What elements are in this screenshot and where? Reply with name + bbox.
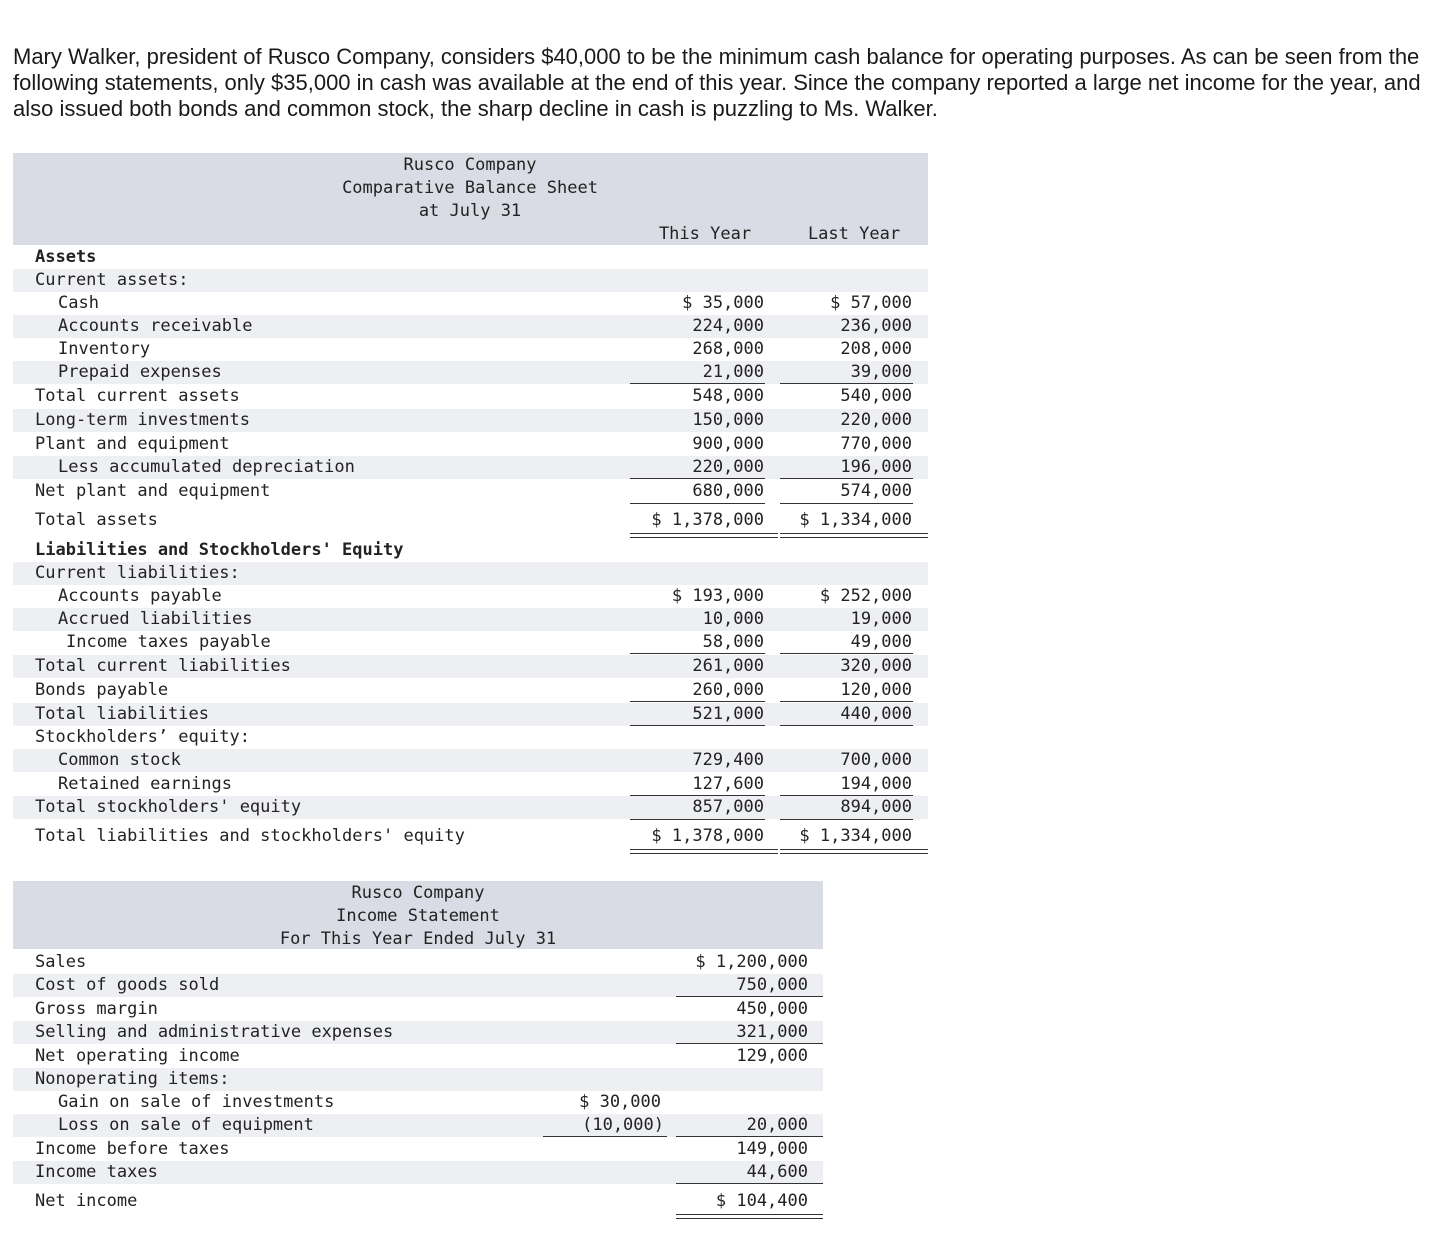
is-row-sales: Sales $ 1,200,000 (35, 952, 808, 972)
is-period: For This Year Ended July 31 (279, 929, 557, 949)
bs-row-current-liabilities: Current liabilities: (13, 562, 928, 585)
bs-company: Rusco Company (403, 155, 537, 175)
bs-last-value: 574,000 (840, 481, 912, 501)
bs-last-value: 194,000 (840, 774, 912, 794)
bs-this-value: 857,000 (692, 797, 764, 817)
bs-row-total-current-liabilities: Total current liabilities 261,000 320,000 (13, 655, 928, 678)
is-amount: 750,000 (736, 975, 808, 995)
bs-row-stockholders-equity: Stockholders’ equity: (35, 727, 250, 747)
bs-last-value: 196,000 (840, 457, 912, 477)
is-title: Income Statement (336, 906, 500, 926)
underline (780, 478, 913, 479)
bs-row-total-current-assets: Total current assets 548,000 540,000 (35, 386, 912, 406)
bs-row-accounts-payable: Accounts payable $ 193,000 $ 252,000 (58, 586, 912, 606)
bs-this-value: $ 35,000 (682, 293, 764, 313)
bs-row-plant-and-equipment: Plant and equipment 900,000 770,000 (35, 434, 912, 454)
bs-this-value: 127,600 (692, 774, 764, 794)
bs-col-this-year: This Year (658, 224, 752, 244)
bs-row-prepaid-expenses: Prepaid expenses 21,000 39,000 (13, 361, 928, 384)
underline (676, 1183, 823, 1184)
bs-this-value: 521,000 (692, 704, 764, 724)
bs-last-value: 236,000 (840, 316, 912, 336)
bs-last-value: $ 1,334,000 (799, 510, 912, 530)
bs-row-total-liabilities: Total liabilities 521,000 440,000 (13, 703, 928, 726)
is-row-net-operating-income: Net operating income 129,000 (35, 1046, 808, 1066)
is-amount: 20,000 (746, 1115, 808, 1135)
bs-row-cash: Cash $ 35,000 $ 57,000 (58, 293, 912, 313)
bs-row-total-stockholders-equity: Total stockholders' equity 857,000 894,000 (13, 796, 928, 819)
bs-last-value: 49,000 (850, 632, 912, 652)
underline (780, 653, 913, 654)
bs-last-value: 440,000 (840, 704, 912, 724)
bs-this-value: 150,000 (692, 410, 764, 430)
bs-row-accrued-liabilities: Accrued liabilities 10,000 19,000 (13, 608, 928, 631)
bs-title: Comparative Balance Sheet (342, 178, 598, 198)
underline (780, 383, 913, 384)
bs-last-value: 320,000 (840, 656, 912, 676)
is-row-cogs: Cost of goods sold 750,000 (13, 974, 823, 997)
bs-this-value: 268,000 (692, 339, 764, 359)
bs-last-value: 39,000 (850, 362, 912, 382)
bs-last-value: 208,000 (840, 339, 912, 359)
bs-row-bonds-payable: Bonds payable 260,000 120,000 (35, 680, 912, 700)
bs-last-value: $ 252,000 (819, 586, 912, 606)
is-inner-amount: $ 30,000 (579, 1092, 661, 1112)
is-row-loss-equipment: Loss on sale of equipment (10,000) 20,000 (13, 1114, 823, 1137)
is-amount: 149,000 (736, 1139, 808, 1159)
bs-row-income-taxes-payable: Income taxes payable 58,000 49,000 (66, 632, 912, 652)
bs-row-liabilities-heading: Liabilities and Stockholders' Equity (35, 540, 404, 560)
underline (630, 819, 765, 820)
bs-row-current-assets: Current assets: (13, 269, 928, 292)
is-row-nonoperating: Nonoperating items: (13, 1068, 823, 1091)
is-company: Rusco Company (351, 883, 485, 903)
is-amount: 129,000 (736, 1046, 808, 1066)
underline (676, 996, 823, 997)
is-amount: 44,600 (746, 1162, 808, 1182)
is-row-net-income: Net income $ 104,400 (35, 1191, 808, 1211)
underline (543, 1136, 667, 1137)
bs-row-common-stock: Common stock 729,400 700,000 (13, 749, 928, 772)
is-amount: $ 1,200,000 (695, 952, 808, 972)
is-amount: 450,000 (736, 999, 808, 1019)
underline (676, 1136, 823, 1137)
double-underline (780, 849, 928, 854)
underline (630, 503, 765, 504)
bs-last-value: 700,000 (840, 750, 912, 770)
bs-last-value: 120,000 (840, 680, 912, 700)
double-underline (780, 533, 928, 538)
bs-last-value: 894,000 (840, 797, 912, 817)
bs-last-value: 19,000 (850, 609, 912, 629)
underline (780, 503, 913, 504)
double-underline (630, 849, 778, 854)
is-row-income-before-taxes: Income before taxes 149,000 (35, 1139, 808, 1159)
bs-last-value: 540,000 (840, 386, 912, 406)
is-row-gain-investments: Gain on sale of investments $ 30,000 (58, 1092, 661, 1112)
underline (630, 478, 765, 479)
is-row-selling-admin: Selling and administrative expenses 321,000 (13, 1021, 823, 1044)
bs-row-total-liabilities-equity: Total liabilities and stockholders' equity $ 1,378,000 $ 1,334,000 (35, 826, 912, 846)
bs-this-value: 729,400 (692, 750, 764, 770)
bs-row-assets: Assets (35, 247, 97, 267)
bs-this-value: 220,000 (692, 457, 764, 477)
bs-this-value: $ 1,378,000 (651, 826, 764, 846)
double-underline (630, 533, 778, 538)
bs-this-value: 261,000 (692, 656, 764, 676)
is-amount: $ 104,400 (715, 1191, 808, 1211)
bs-last-value: $ 57,000 (830, 293, 912, 313)
bs-this-value: 680,000 (692, 481, 764, 501)
bs-row-accounts-receivable: Accounts receivable 224,000 236,000 (13, 315, 928, 338)
is-row-income-taxes: Income taxes 44,600 (13, 1161, 823, 1184)
bs-row-net-plant: Net plant and equipment 680,000 574,000 (35, 481, 912, 501)
is-amount: 321,000 (736, 1022, 808, 1042)
bs-this-value: 900,000 (692, 434, 764, 454)
bs-last-value: 220,000 (840, 410, 912, 430)
bs-this-value: 58,000 (702, 632, 764, 652)
double-underline (676, 1214, 823, 1219)
underline (780, 701, 913, 702)
bs-this-value: 260,000 (692, 680, 764, 700)
bs-this-value: $ 1,378,000 (651, 510, 764, 530)
bs-date: at July 31 (418, 201, 522, 221)
underline (630, 653, 765, 654)
bs-this-value: 21,000 (702, 362, 764, 382)
bs-this-value: 548,000 (692, 386, 764, 406)
bs-row-inventory: Inventory 268,000 208,000 (58, 339, 912, 359)
is-row-gross-margin: Gross margin 450,000 (35, 999, 808, 1019)
bs-this-value: $ 193,000 (671, 586, 764, 606)
bs-this-value: 224,000 (692, 316, 764, 336)
bs-row-total-assets: Total assets $ 1,378,000 $ 1,334,000 (35, 510, 912, 530)
bs-last-value: 770,000 (840, 434, 912, 454)
intro-paragraph: Mary Walker, president of Rusco Company, considers $40,000 to be the minimum cash balance for operating purposes. As can be seen from the following statements, only $35,000 in cash was available at the end of this year. Since the company reported a large net income for the year, and also issued both bonds and common stock, the sharp decline in cash is puzzling to Ms. Walker. (13, 44, 1421, 121)
bs-this-value: 10,000 (702, 609, 764, 629)
underline (780, 819, 913, 820)
bs-row-long-term-investments: Long-term investments 150,000 220,000 (13, 409, 928, 432)
underline (630, 701, 765, 702)
bs-col-last-year: Last Year (807, 224, 901, 244)
underline (676, 1043, 823, 1044)
underline (630, 383, 765, 384)
bs-last-value: $ 1,334,000 (799, 826, 912, 846)
bs-row-accumulated-depreciation: Less accumulated depreciation 220,000 196,000 (13, 456, 928, 479)
bs-row-retained-earnings: Retained earnings 127,600 194,000 (58, 774, 912, 794)
is-inner-amount: (10,000) (582, 1115, 664, 1135)
